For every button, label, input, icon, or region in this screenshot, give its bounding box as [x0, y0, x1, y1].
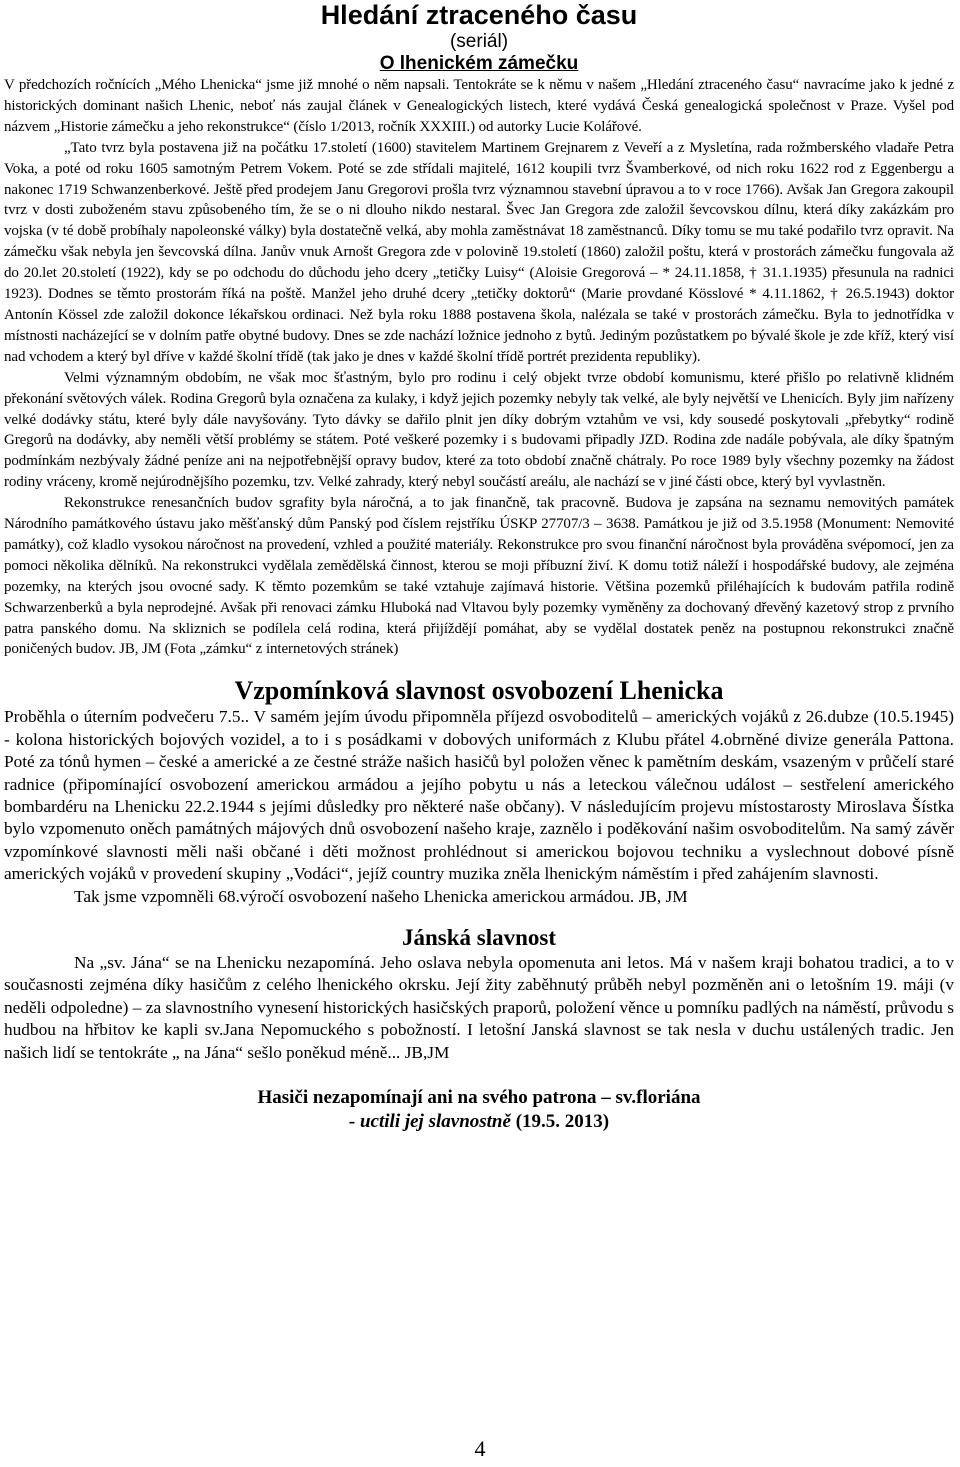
- page-number: 4: [474, 1436, 486, 1461]
- paragraph: Velmi významným obdobím, ne však moc šťastným, bylo pro rodinu i celý objekt tvrze období komunismu, které přišlo po relativně klidném překonání světových válek. Rodina Gregorů byla označena za kulaky, i když jejich pozemky nebyly tak velké, ale byly největší ve Lhenicích. Byly jim nařízeny velké dodávky státu, které byly dále navyšovány. Tyto dávky se dařilo plnit jen díky dobrým vztahům ve vsi, kdy sousedé poskytovali „přebytky“ rodině Gregorů na dodávky, aby neměli větší problémy se státem. Poté veškeré pozemky i s budovami připadly JZD. Rodina zde nadále pobývala, ale díky špatným podmínkám nezbývaly žádné peníze ani na nejpotřebnější opravy budov, které za toto období značně chátraly. Po roce 1989 byly všechny pozemky na žádost rodiny vráceny, kromě nejúrodnějšího pozemku, tzv. Velké zahrady, který nebyl součástí areálu, ale nachází se v jiné části obce, který byl vyvlastněn.: [4, 369, 954, 491]
- paragraph: Rekonstrukce renesančních budov sgrafity byla náročná, a to jak finančně, tak pracovně. Budova je zapsána na seznamu nemovitých památek Národního památkového ústavu jako měšťanský dům Panský pod číslem rejstříku ÚSKP 27707/3 – 3638. Památkou je již od 3.5.1958 (Monument: Nemovité památky), což kladlo vysokou náročnost na provedení, vzhled a použité materiály. Rekonstrukce pro svou finanční náročnost byla prováděna svépomocí, jen za pomoci několika dělníků. Na rekonstrukci vydělala zemědělská činnost, kterou se moji příbuzní živí. K domu totiž náleží i hospodářské budovy, ale zejména pozemky, na kterých jsou ovocné sady. K těmto pozemkům se také vztahuje zajímavá historie. Většina pozemků přiléhajících k budovám patřila rodině Schwarzenberků a byla neprodejné. Avšak při renovaci zámku Hluboká nad Vltavou byly pozemky vyměněny za dochovaný dřevěný kazetový strop z prvního patra panského domu. Na skliznich se podílela celá rodina, která přijíždějí pomáhat, aby se vydělal dostatek peněz na postupnou rekonstrukci značně poničených budov. JB, JM (Fota „zámku“ z internetových stránek): [4, 495, 954, 658]
- paragraph: V předchozích ročnících „Mého Lhenicka“ jsme již mnohé o něm napsali. Tentokráte se k němu v našem „Hledání ztraceného času“ navracíme jako k jedné z historických dominant našich Lhenic, neboť nás zaujal článek v Genealogických listech, které vydává Česká genealogická společnost v Praze. Vyšel pod názvem „Historie zámečku a jeho rekonstrukce“ (číslo 1/2013, ročník XXXIII.) od autorky Lucie Kolářové.: [4, 77, 954, 135]
- article-liberation-body: [4, 706, 954, 908]
- paragraph: Tak jsme vzpomněli 68.výročí osvobození našeho Lhenicka americkou armádou. JB, JM: [74, 886, 688, 906]
- article-subheading: O lhenickém zámečku: [379, 53, 579, 74]
- article-firefighters-heading: Hasiči nezapomínají ani na svého patrona – sv.floriána: [257, 1087, 701, 1109]
- article-jan-body: [4, 952, 954, 1064]
- series-subtitle: (seriál): [449, 31, 509, 52]
- paragraph: „Tato tvrz byla postavena již na počátku 17.století (1600) stavitelem Martinem Grejnarem z Veveří a z Mysletína, rada rožmberského vladaře Petra Voka, a poté od roku 1605 samotným Petrem Vokem. Poté se zde střídali majitelé, 1612 koupili tvrz Švamberkové, od nich roku 1622 rod z Eggenbergu a nakonec 1719 Schwanzenberkové. Ještě před prodejem Janu Gregorovi prošla tvrz významnou stavební úpravou a to v roce 1766). Avšak Jan Gregora zakoupil tvrz v dosti zuboženém stavu způsobeného tím, že se o ni dlouho nikdo nestaral. Švec Jan Gregora zde založil ševcovskou dílnu, která díky zakázkám pro vojska (v té době probíhaly napoleonské války) byla dostatečně velká, aby mohla zaměstnávat 18 zaměstnanců. Díky tomu se mu také podařilo tvrz opravit. Na zámečku však nebyla jen ševcovská dílna. Janův vnuk Arnošt Gregora zde v polovině 19.století (1860) založil poštu, která v prostorách zámečku fungovala až do 20.let 20.století (1922), kdy se po odchodu do důchodu jeho dcery „tetičky Luisy“ (Aloisie Gregorová – * 24.11.1858, † 31.1.1935) přesunula na radnici 1923). Dodnes se těmto prostorám říká na poště. Manžel jeho druhé dcery „tetičky doktorů“ (Marie provdané Kösslové * 4.11.1862, † 26.5.1943) doktor Antonín Kössel zde založil dokonce lékařskou ordinaci. Než byla roku 1888 postavena škola, nalézala se také v prostorách zámečku. Byla to jednotřídka v místnosti nacházející se v dolním patře obytné budovy. Dnes se zde nachází ložnice jednoho z bytů. Jediným pozůstatkem po bývalé škole je zde kříž, který visí nad vchodem a který byl dříve v každé školní třídě (tak jako je dnes v každé školní třídě portrét prezidenta republiky).: [4, 139, 954, 365]
- article-jan-heading: Jánská slavnost: [401, 925, 557, 951]
- article-castle-body: [4, 75, 954, 660]
- article-firefighters-subheading: [4, 1110, 954, 1134]
- paragraph: Na „sv. Jána“ se na Lhenicku nezapomíná. Jeho oslava nebyla opomenuta ani letos. Má v našem kraji bohatou tradici, a to v současnosti zejména díky hasičům z celého lhenického okrsku. Její žity zaběhnutý průběh nebyl pozměněn ani o letošním 19. máji (v neděli odpoledne) – za slavnostního vynesení historických hasičských praporů, položení věnce u pomníku padlých na náměstí, průvodu s hudbou na hřbitov ke kapli sv.Jana Nepomuckého s pobožností. I letošní Janská slavnost se tak nesla v duchu ustálených tradic. Jen našich lidí se tentokráte „ na Jána“ sešlo poněkud méně... JB,JM: [4, 953, 954, 1062]
- subheading-italic-part: - uctili jej slavnostně: [348, 1111, 511, 1133]
- article-liberation-heading: Vzpomínková slavnost osvobození Lhenicka: [234, 676, 724, 706]
- series-title: Hledání ztraceného času: [320, 0, 638, 30]
- subheading-date-part: (19.5. 2013): [510, 1111, 610, 1133]
- paragraph: Proběhla o úterním podvečeru 7.5.. V samém jejím úvodu připomněla příjezd osvoboditelů – amerických vojáků z 26.dubze (10.5.1945) - kolona historických bojových vozidel, a to i s posádkami v dobových uniformách z Klubu přátel 4.obrněné divize generála Pattona. Poté za tónů hymen – české a americké a ze čestné stráže našich hasičů byl položen věnec k pamětním deskám, vsazeným v průčelí staré radnice (připomínající osvobození americkou armádou a jejího pobytu u nás a leteckou válečnou událost – sestřelení amerického bombardéru na Lhenicku 22.2.1944 s jejími důsledky pro některé naše občany). V následujícím projevu místostarosty Miroslava Šístka bylo vzpomenuto oněch památných májových dnů osvobození našeho kraje, zaznělo i poděkování našim osvoboditelům. Na samý závěr vzpomínkové slavnosti měli naši občané i děti možnost prohlédnout si americkou bojovou techniku a vyslechnout dobové písně amerických vojáků v provedení skupiny „Vodáci“, jejíž country muzika zněla lhenickým náměstím i před zahájením slavnosti.: [4, 707, 954, 884]
